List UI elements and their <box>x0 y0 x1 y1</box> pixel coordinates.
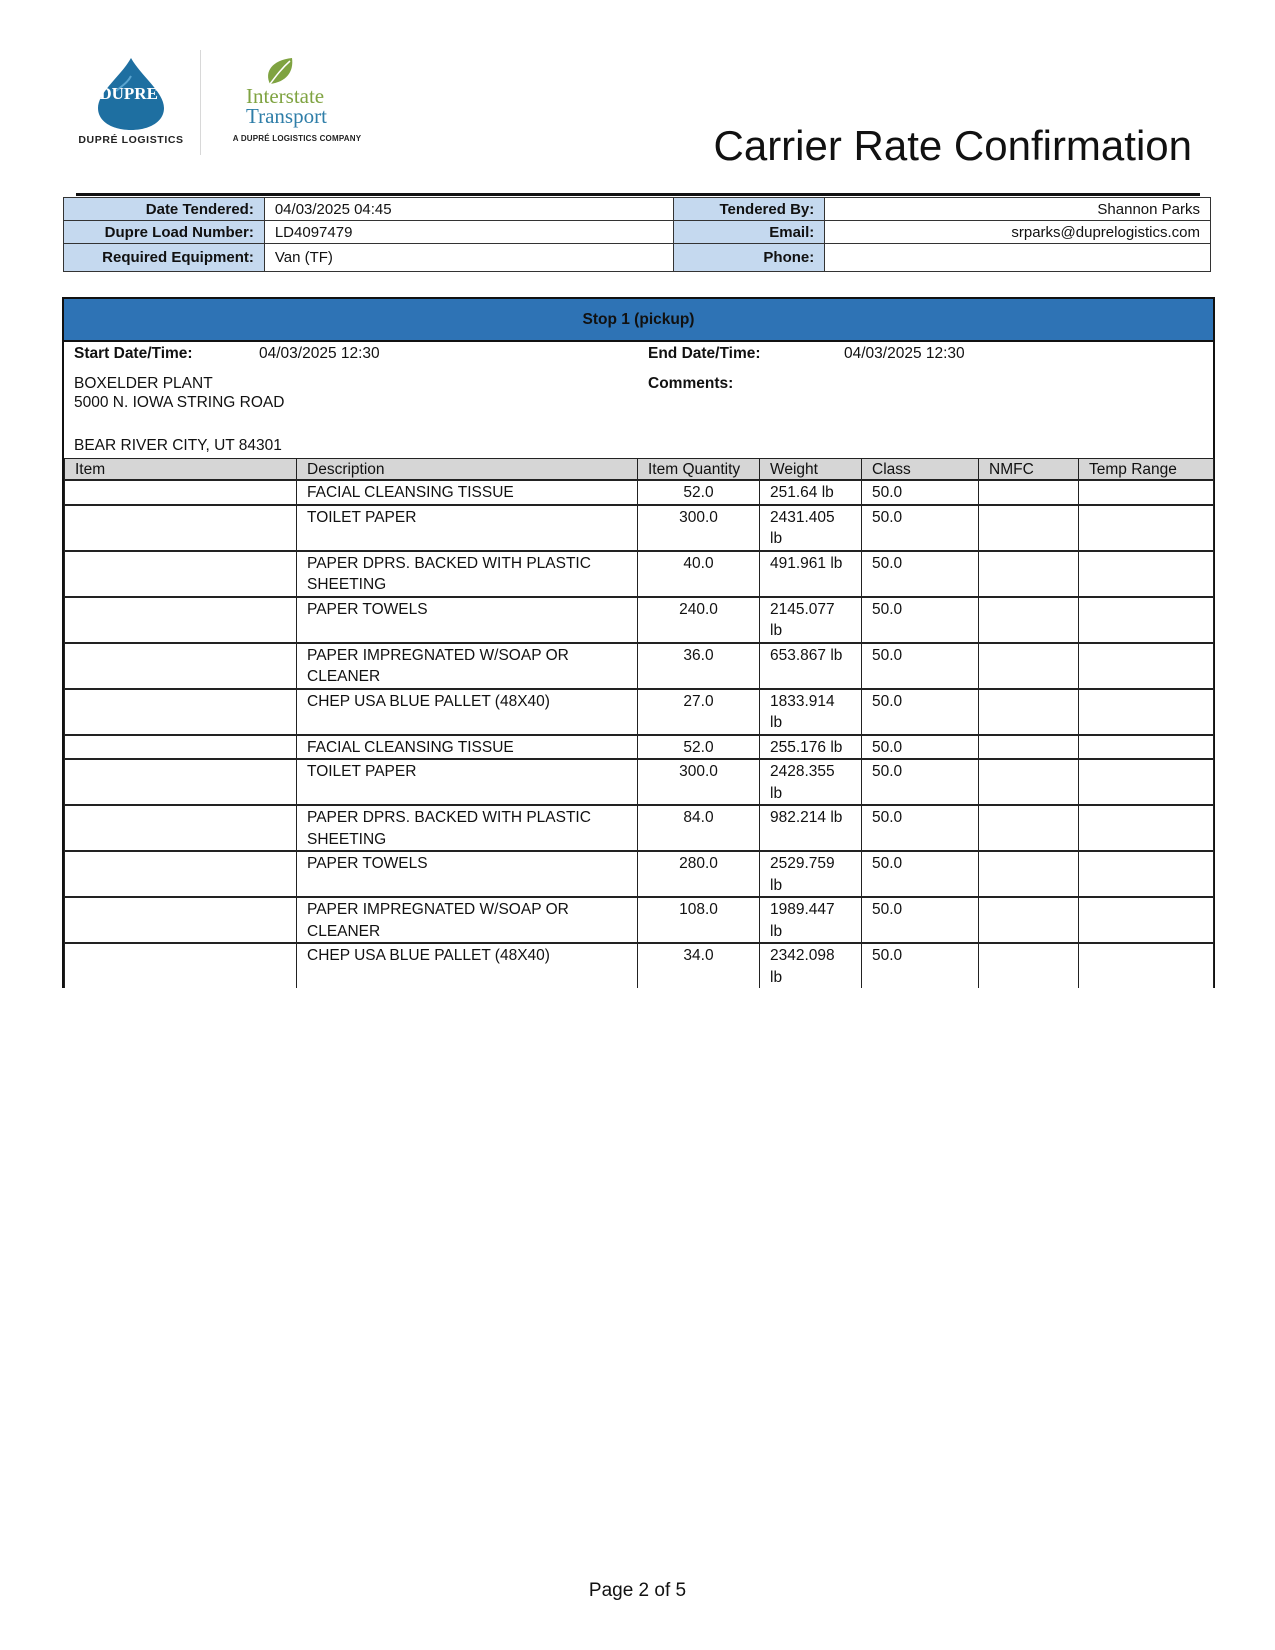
row-temp-range-cell <box>1079 759 1214 805</box>
row-class-cell: 50.0 <box>862 759 979 805</box>
row-item-cell <box>65 735 297 760</box>
dupre-logo <box>76 56 186 156</box>
row-nmfc-cell <box>979 943 1079 988</box>
row-description-cell: PAPER IMPREGNATED W/SOAP OR CLEANER <box>297 897 638 943</box>
table-row <box>65 805 1214 851</box>
row-nmfc-cell <box>979 897 1079 943</box>
page-number: Page 2 of 5 <box>588 1580 687 1601</box>
row-quantity-cell: 108.0 <box>638 897 760 943</box>
row-weight-cell: 2529.759 lb <box>760 851 862 897</box>
row-class-cell: 50.0 <box>862 805 979 851</box>
row-temp-range-cell <box>1079 735 1214 760</box>
row-item-cell <box>65 805 297 851</box>
row-quantity-cell: 84.0 <box>638 805 760 851</box>
row-class-cell: 50.0 <box>862 597 979 643</box>
row-description-cell: FACIAL CLEANSING TISSUE <box>297 480 638 505</box>
date-tendered-value: 04/03/2025 04:45 <box>264 198 674 221</box>
tendered-by-value: Shannon Parks <box>825 198 1211 221</box>
row-weight-cell: 2145.077 lb <box>760 597 862 643</box>
row-description-cell: PAPER IMPREGNATED W/SOAP OR CLEANER <box>297 643 638 689</box>
transport-word: Transport <box>246 104 327 128</box>
table-row <box>65 551 1214 597</box>
row-description-cell: FACIAL CLEANSING TISSUE <box>297 735 638 760</box>
row-nmfc-cell <box>979 505 1079 551</box>
row-description-cell: PAPER DPRS. BACKED WITH PLASTIC SHEETING <box>297 551 638 597</box>
row-temp-range-cell <box>1079 551 1214 597</box>
equipment-value: Van (TF) <box>264 244 674 272</box>
col-nmfc: NMFC <box>979 459 1079 481</box>
row-description-cell: PAPER TOWELS <box>297 597 638 643</box>
col-temp-range: Temp Range <box>1079 459 1214 481</box>
row-nmfc-cell <box>979 759 1079 805</box>
row-temp-range-cell <box>1079 480 1214 505</box>
email-label: Email: <box>674 221 825 244</box>
row-nmfc-cell <box>979 597 1079 643</box>
row-nmfc-cell <box>979 643 1079 689</box>
row-temp-range-cell <box>1079 597 1214 643</box>
start-datetime-value: 04/03/2025 12:30 <box>259 345 380 362</box>
end-datetime-label: End Date/Time: <box>648 345 761 362</box>
end-datetime-value: 04/03/2025 12:30 <box>844 345 965 362</box>
row-temp-range-cell <box>1079 505 1214 551</box>
row-quantity-cell: 240.0 <box>638 597 760 643</box>
row-description-cell: PAPER DPRS. BACKED WITH PLASTIC SHEETING <box>297 805 638 851</box>
table-row <box>65 643 1214 689</box>
tender-info-table <box>63 197 1211 272</box>
table-row <box>65 759 1214 805</box>
row-temp-range-cell <box>1079 851 1214 897</box>
row-quantity-cell: 40.0 <box>638 551 760 597</box>
load-number-label: Dupre Load Number: <box>64 221 265 244</box>
title-divider <box>76 193 1200 196</box>
row-temp-range-cell <box>1079 897 1214 943</box>
col-weight: Weight <box>760 459 862 481</box>
row-weight-cell: 491.961 lb <box>760 551 862 597</box>
row-class-cell: 50.0 <box>862 480 979 505</box>
row-item-cell <box>65 643 297 689</box>
dupre-caption: DUPRÉ LOGISTICS <box>78 134 184 146</box>
dupre-logo-text: DUPRE' <box>99 84 163 103</box>
col-item: Item <box>65 459 297 481</box>
table-row <box>65 689 1214 735</box>
row-quantity-cell: 280.0 <box>638 851 760 897</box>
row-class-cell: 50.0 <box>862 551 979 597</box>
start-datetime-label: Start Date/Time: <box>74 345 193 362</box>
row-weight-cell: 255.176 lb <box>760 735 862 760</box>
row-class-cell: 50.0 <box>862 505 979 551</box>
col-description: Description <box>297 459 638 481</box>
row-weight-cell: 251.64 lb <box>760 480 862 505</box>
row-class-cell: 50.0 <box>862 689 979 735</box>
row-quantity-cell: 27.0 <box>638 689 760 735</box>
leaf-icon <box>220 56 370 86</box>
row-class-cell: 50.0 <box>862 643 979 689</box>
row-nmfc-cell <box>979 689 1079 735</box>
items-table <box>64 458 1214 988</box>
row-quantity-cell: 300.0 <box>638 505 760 551</box>
col-item-quantity: Item Quantity <box>638 459 760 481</box>
row-weight-cell: 1833.914 lb <box>760 689 862 735</box>
row-nmfc-cell <box>979 735 1079 760</box>
row-weight-cell: 2431.405 lb <box>760 505 862 551</box>
address-city: BEAR RIVER CITY, UT 84301 <box>74 437 282 454</box>
equipment-label: Required Equipment: <box>64 244 265 272</box>
page-title: Carrier Rate Confirmation <box>713 122 1192 169</box>
email-value: srparks@duprelogistics.com <box>825 221 1211 244</box>
row-temp-range-cell <box>1079 689 1214 735</box>
row-class-cell: 50.0 <box>862 943 979 988</box>
stop-header: Stop 1 (pickup) <box>64 299 1213 342</box>
table-row <box>65 897 1214 943</box>
row-quantity-cell: 36.0 <box>638 643 760 689</box>
row-class-cell: 50.0 <box>862 735 979 760</box>
row-description-cell: PAPER TOWELS <box>297 851 638 897</box>
row-item-cell <box>65 759 297 805</box>
row-quantity-cell: 34.0 <box>638 943 760 988</box>
row-item-cell <box>65 551 297 597</box>
phone-value <box>825 244 1211 272</box>
items-header-row <box>65 459 1214 481</box>
interstate-caption: A DUPRÉ LOGISTICS COMPANY <box>232 134 362 143</box>
row-nmfc-cell <box>979 551 1079 597</box>
row-description-cell: CHEP USA BLUE PALLET (48X40) <box>297 943 638 988</box>
row-item-cell <box>65 597 297 643</box>
address-line-1: BOXELDER PLANT <box>74 375 213 392</box>
date-tendered-label: Date Tendered: <box>64 198 265 221</box>
tendered-by-label: Tendered By: <box>674 198 825 221</box>
row-class-cell: 50.0 <box>862 897 979 943</box>
table-row <box>65 735 1214 760</box>
comments-label: Comments: <box>648 375 734 392</box>
row-temp-range-cell <box>1079 643 1214 689</box>
row-nmfc-cell <box>979 805 1079 851</box>
row-weight-cell: 653.867 lb <box>760 643 862 689</box>
row-weight-cell: 2342.098 lb <box>760 943 862 988</box>
row-class-cell: 50.0 <box>862 851 979 897</box>
phone-label: Phone: <box>674 244 825 272</box>
row-item-cell <box>65 480 297 505</box>
stop-details <box>64 342 1213 458</box>
row-weight-cell: 982.214 lb <box>760 805 862 851</box>
row-description-cell: TOILET PAPER <box>297 505 638 551</box>
table-row <box>65 505 1214 551</box>
table-row <box>65 480 1214 505</box>
load-number-value: LD4097479 <box>264 221 674 244</box>
row-quantity-cell: 300.0 <box>638 759 760 805</box>
row-temp-range-cell <box>1079 943 1214 988</box>
row-nmfc-cell <box>979 480 1079 505</box>
interstate-word: Interstate <box>246 84 325 108</box>
row-weight-cell: 1989.447 lb <box>760 897 862 943</box>
table-row <box>65 943 1214 988</box>
interstate-transport-logo <box>220 56 370 156</box>
row-item-cell <box>65 943 297 988</box>
row-item-cell <box>65 851 297 897</box>
stop-section <box>62 297 1215 988</box>
table-row <box>65 597 1214 643</box>
row-temp-range-cell <box>1079 805 1214 851</box>
row-item-cell <box>65 689 297 735</box>
row-description-cell: CHEP USA BLUE PALLET (48X40) <box>297 689 638 735</box>
row-quantity-cell: 52.0 <box>638 735 760 760</box>
row-weight-cell: 2428.355 lb <box>760 759 862 805</box>
row-item-cell <box>65 505 297 551</box>
table-row <box>65 851 1214 897</box>
row-quantity-cell: 52.0 <box>638 480 760 505</box>
logo-divider <box>200 50 201 155</box>
col-class: Class <box>862 459 979 481</box>
row-description-cell: TOILET PAPER <box>297 759 638 805</box>
address-line-2: 5000 N. IOWA STRING ROAD <box>74 394 285 411</box>
row-nmfc-cell <box>979 851 1079 897</box>
row-item-cell <box>65 897 297 943</box>
